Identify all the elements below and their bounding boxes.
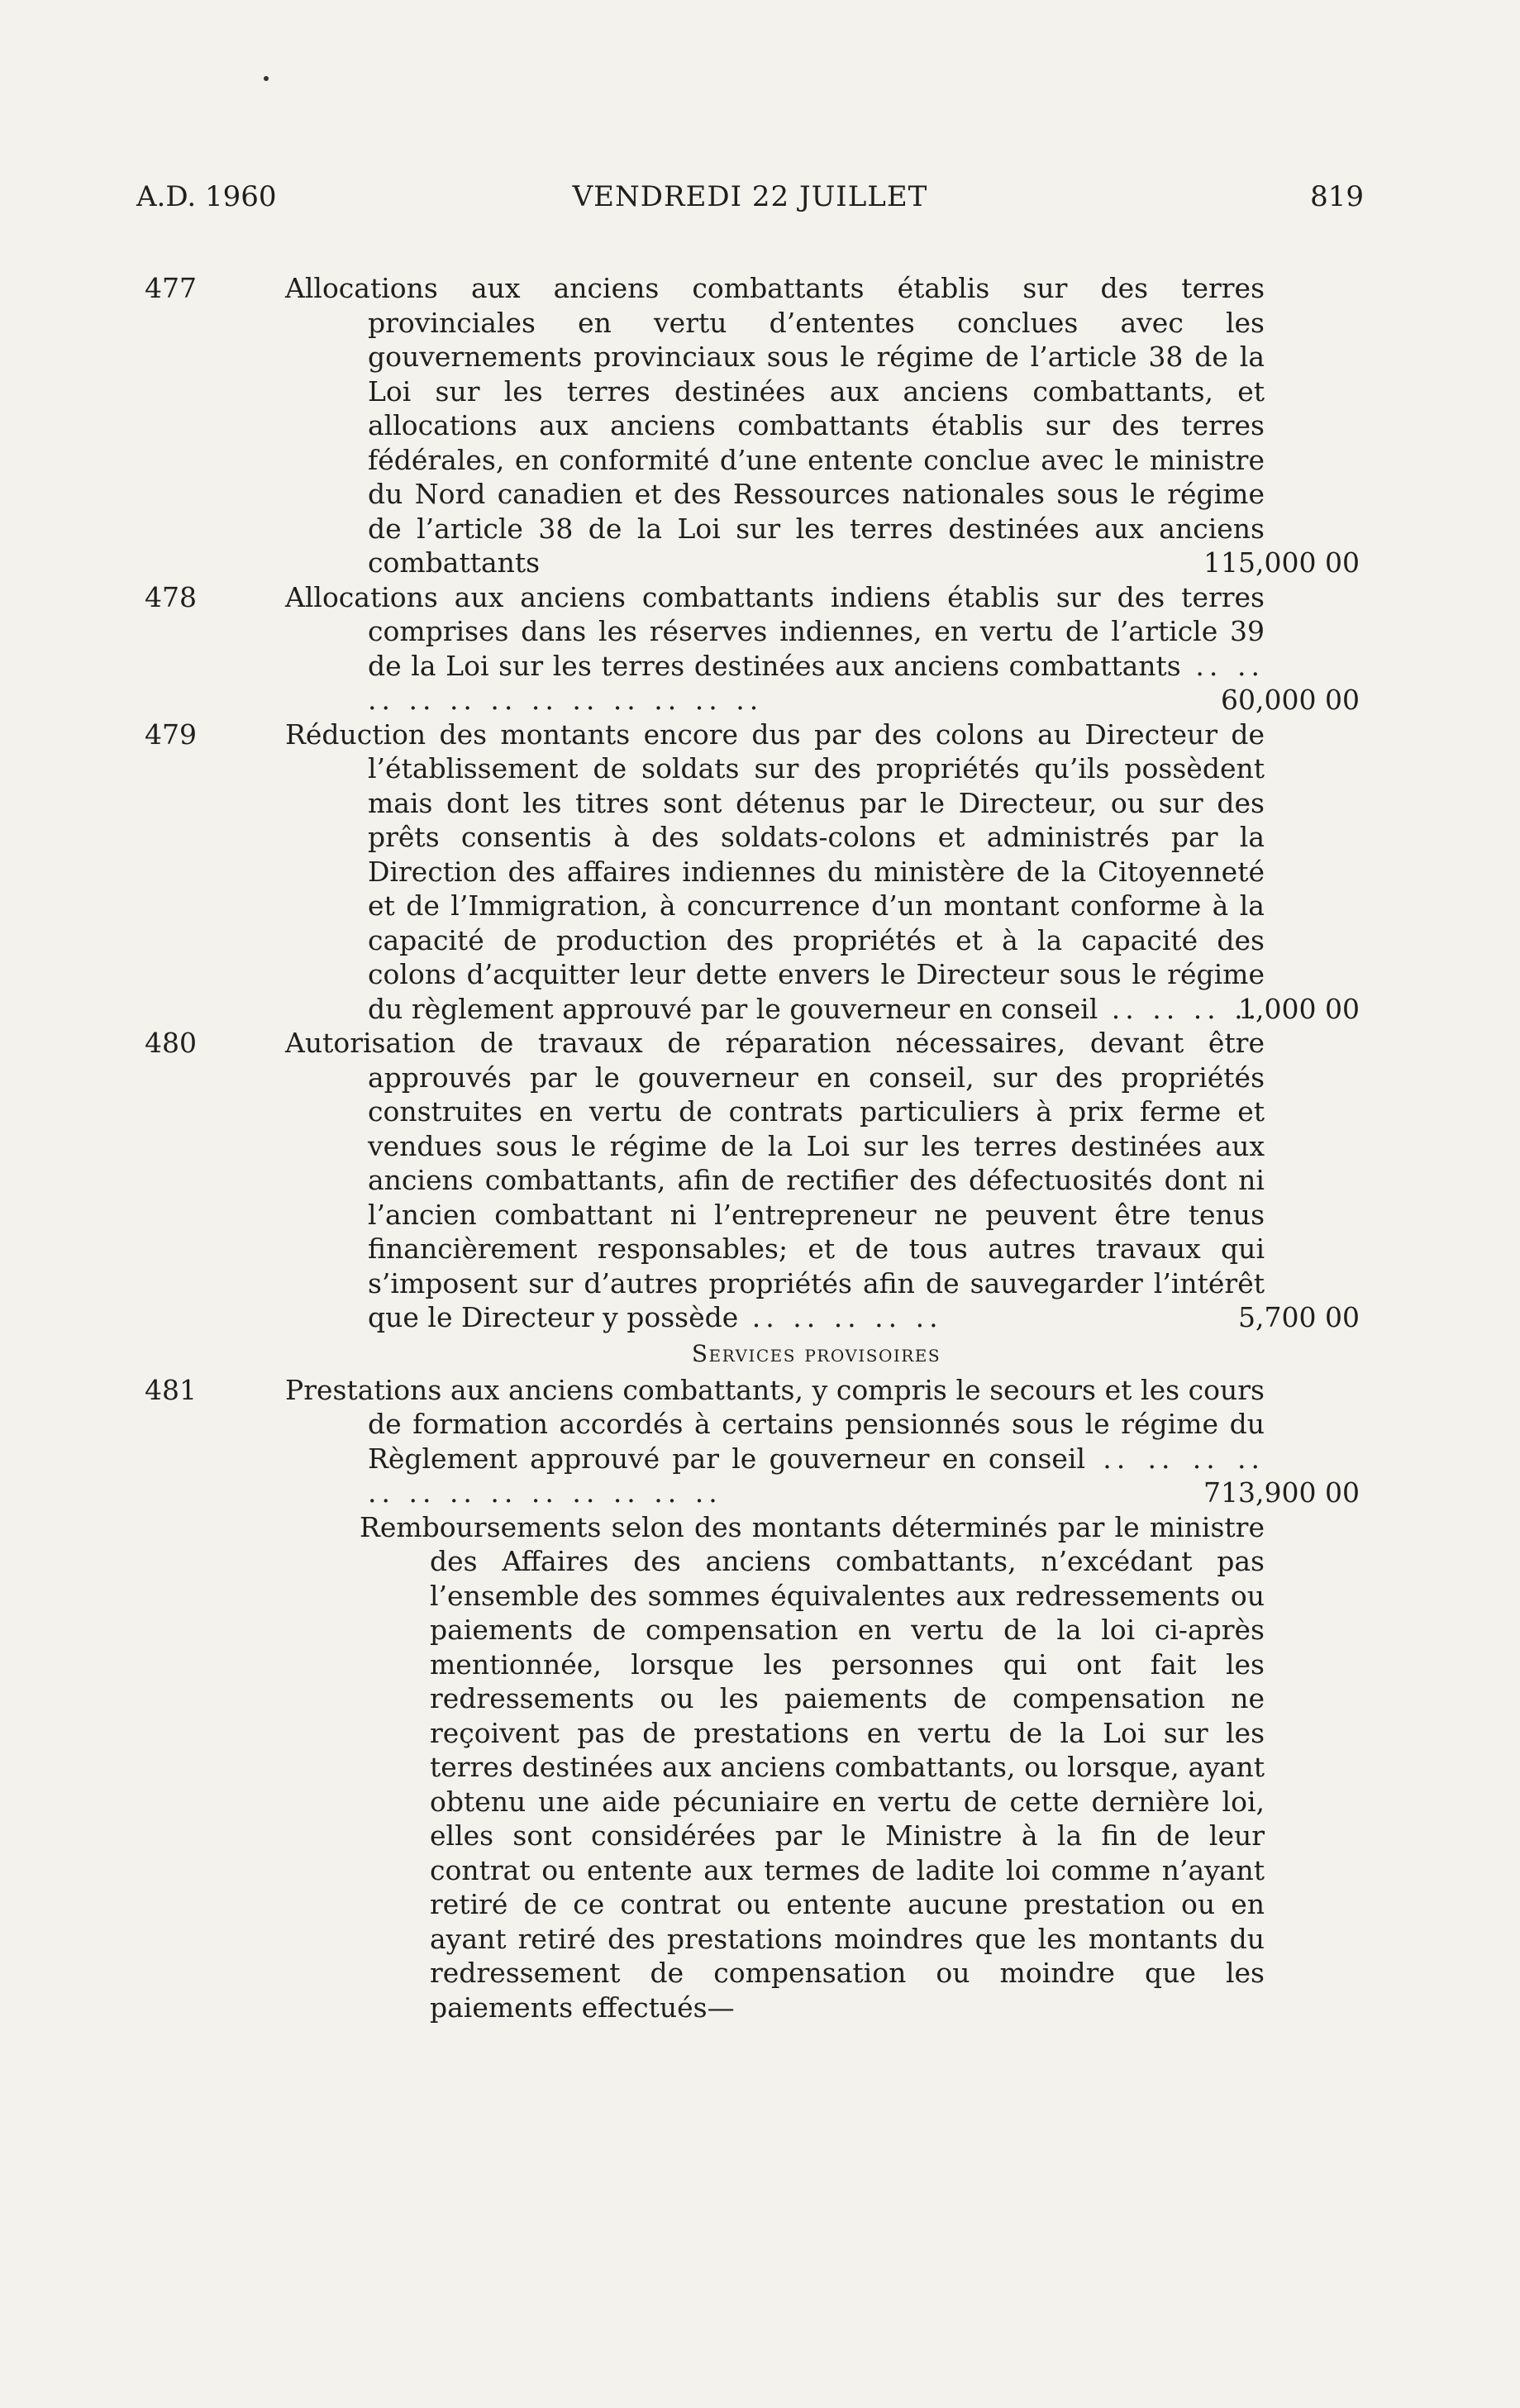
remboursements-text: Remboursements selon des montants déterminés par le ministre des Affaires des anciens combattants, n’excédant pas l’ensemble des sommes équivalentes aux redressements ou paiements de compensation en vertu de la loi ci-après mentionnée, lorsque les personnes qui ont fait les redressements ou les paiements de compensation ne reçoivent pas de prestations en vertu de la Loi sur les terres destinées aux anciens combattants, ou lorsque, ayant obtenu une aide pécuniaire en vertu de cette dernière loi, elles sont considérées par le Ministre à la fin de leur contrat ou entente aux termes de ladite loi comme n’ayant retiré de ce contrat ou entente aucune prestation ou en ayant retiré des prestations moindres que les montants du redressement de compensation ou moindre que les paiements effectués—: [360, 1510, 1265, 2024]
item-amount: 5,700 00: [1238, 1301, 1360, 1333]
dot-leader: .. .. .. ..: [1098, 992, 1262, 1025]
item-number: 479: [145, 718, 197, 751]
item-number: 481: [145, 1373, 197, 1406]
vote-item-478: [145, 580, 1360, 718]
page-number: 819: [1310, 180, 1364, 213]
dot-leader: .. .. .. .. .. .. .. .. .. .. .. .. ..: [368, 1442, 1265, 1509]
item-text: Prestations aux anciens combattants, y compris le secours et les cours de formation accordés à certains pensionnés sous le régime du Règlement approuvé par le gouverneur en conseil .. .. .. .. .. .. .. .. .. .. .. .. ..: [285, 1373, 1265, 1509]
item-text: Allocations aux anciens combattants établis sur des terres provinciales en vertu d’ententes conclues avec les gouvernements provinciaux sous le régime de l’article 38 de la Loi sur les terres destinées aux anciens combattants, et allocations aux anciens combattants établis sur des terres fédérales, en conformité d’une entente conclue avec le ministre du Nord canadien et des Ressources nationales sous le régime de l’article 38 de la Loi sur les terres destinées aux anciens combattants: [285, 272, 1265, 579]
vote-item-479: [145, 718, 1360, 1027]
page-header: [136, 180, 1364, 222]
vote-item-481: [145, 1373, 1360, 1510]
item-amount: 115,000 00: [1203, 546, 1360, 579]
item-text: Autorisation de travaux de réparation nécessaires, devant être approuvés par le gouverneur en conseil, sur des propriétés construites en vertu de contrats particuliers à prix ferme et vendues sous le régime de la Loi sur les terres destinées aux anciens combattants, afin de rectifier des défectuosités dont ni l’ancien combattant ni l’entrepreneur ne peuvent être tenus financièrement responsables; et de tous autres travaux qui s’imposent sur d’autres propriétés afin de sauvegarder l’intérêt que le Directeur y possède .. .. .. .. ..: [285, 1027, 1265, 1333]
vote-item-477: [145, 271, 1360, 580]
item-amount: 713,900 00: [1203, 1476, 1360, 1509]
dot-leader: .. .. .. .. ..: [738, 1301, 943, 1333]
item-text: Allocations aux anciens combattants indiens établis sur des terres comprises dans les réserves indiennes, en vertu de l’article 39 de la Loi sur les terres destinées aux anciens combattants .. .. .. .. .. .. .. .. .. .. .. ..: [285, 580, 1265, 716]
vote-item-480: [145, 1026, 1360, 1335]
item-amount: 60,000 00: [1221, 684, 1360, 716]
item-number: 477: [145, 272, 197, 304]
item-number: 480: [145, 1027, 197, 1059]
item-text: Réduction des montants encore dus par des colons au Directeur de l’établissement de soldats sur des propriétés qu’ils possèdent mais dont les titres sont détenus par le Directeur, ou sur des prêts consentis à des soldats-colons et administrés par la Direction des affaires indiennes du ministère de la Citoyenneté et de l’Immigration, à concurrence d’un montant conforme à la capacité de production des propriétés et à la capacité des colons d’acquitter leur dette envers le Directeur sous le régime du règlement approuvé par le gouverneur en conseil .. .. .. ..: [285, 718, 1265, 1025]
stray-dot: [264, 76, 269, 81]
section-heading: Services provisoires: [691, 1339, 941, 1367]
item-number: 478: [145, 580, 197, 613]
item-amount: 1,000 00: [1238, 992, 1360, 1025]
document-body: [145, 271, 1360, 2024]
dot-leader: .. .. .. .. .. .. .. .. .. .. .. ..: [368, 649, 1265, 716]
header-year: A.D. 1960: [136, 180, 277, 213]
header-date: VENDREDI 22 JUILLET: [572, 180, 928, 213]
remboursements-paragraph: [145, 1510, 1360, 2025]
